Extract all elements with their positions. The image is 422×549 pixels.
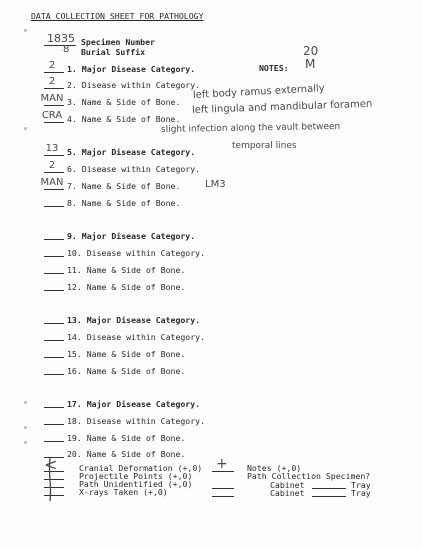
- path-collection-label: Path Collection Specimen?: [247, 471, 371, 481]
- tray2-label: Tray: [351, 488, 371, 498]
- handwritten-note-line3: slight infection along the vault between: [160, 121, 341, 135]
- item-label: 19. Name & Side of Bone.: [67, 433, 186, 443]
- item-label: 20. Name & Side of Bone.: [67, 449, 186, 459]
- punch-hole-mark: [24, 127, 27, 130]
- cranial-deformation-label: Cranial Deformation (+,0): [79, 463, 203, 473]
- item-label: 4. Name & Side of Bone.: [67, 114, 181, 124]
- item-label: 3. Name & Side of Bone.: [67, 97, 181, 107]
- handwritten-note-line1: left body ramus externally: [192, 83, 325, 101]
- cabinet1-label: Cabinet: [270, 480, 305, 490]
- specimen-number-line: [44, 45, 76, 46]
- item-label: 14. Disease within Category.: [67, 332, 206, 342]
- item-value: 2: [48, 60, 56, 71]
- item-blank-line: [44, 239, 64, 240]
- item-label: 5. Major Disease Category.: [67, 147, 196, 157]
- handwritten-dash-marks: [38, 455, 68, 505]
- item-label: 7. Name & Side of Bone.: [67, 181, 181, 191]
- item-label: 1. Major Disease Category.: [67, 64, 196, 74]
- item-value: MAN: [40, 177, 64, 188]
- path-unidentified-label: Path Unidentified (+,0): [79, 479, 193, 489]
- item-blank-line: [44, 105, 64, 106]
- item-blank-line: [44, 88, 64, 89]
- item-label: 8. Name & Side of Bone.: [67, 198, 181, 208]
- item-label: 13. Major Disease Category.: [67, 315, 201, 325]
- notes-footer-value: +: [216, 456, 228, 472]
- item-blank-line: [44, 155, 64, 156]
- punch-hole-mark: [24, 441, 27, 444]
- handwritten-note-line4: temporal lines: [232, 141, 297, 151]
- item-label: 16. Name & Side of Bone.: [67, 366, 186, 376]
- notes-age-value: 20: [303, 44, 319, 58]
- item-value: 13: [45, 143, 59, 154]
- item-blank-line: [44, 273, 64, 274]
- burial-suffix-value: 8: [63, 44, 70, 55]
- item-blank-line: [44, 323, 64, 324]
- punch-hole-mark: [24, 401, 27, 404]
- tray2-line: [312, 496, 346, 497]
- item-blank-line: [44, 441, 64, 442]
- notes-label: NOTES:: [259, 63, 289, 73]
- handwritten-note-item7: LM3: [205, 179, 226, 190]
- item-value: 2: [48, 76, 56, 87]
- item-blank-line: [44, 424, 64, 425]
- notes-sex-value: M: [305, 57, 316, 71]
- xrays-taken-label: X-rays Taken (+,0): [79, 487, 168, 497]
- handwritten-note-line2: left lingula and mandibular foramen: [191, 98, 373, 116]
- item-label: 10. Disease within Category.: [67, 248, 206, 258]
- item-blank-line: [44, 189, 64, 190]
- item-value: 2: [48, 160, 56, 171]
- item-blank-line: [44, 122, 64, 123]
- tray1-line: [312, 488, 346, 489]
- sheet-title: DATA COLLECTION SHEET FOR PATHOLOGY: [31, 11, 204, 21]
- notes-footer-line: [212, 471, 234, 472]
- cabinet2-line: [212, 496, 234, 497]
- item-blank-line: [44, 206, 64, 207]
- burial-suffix-label: Burial Suffix: [81, 47, 146, 57]
- item-label: 9. Major Disease Category.: [67, 231, 196, 241]
- tray1-label: Tray: [351, 480, 371, 490]
- cabinet1-line: [212, 488, 234, 489]
- item-label: 12. Name & Side of Bone.: [67, 282, 186, 292]
- item-label: 11. Name & Side of Bone.: [67, 265, 186, 275]
- cabinet2-label: Cabinet: [270, 488, 305, 498]
- cranial-deformation-value: <: [44, 455, 58, 474]
- specimen-number-value: 1835: [47, 32, 75, 45]
- item-blank-line: [44, 374, 64, 375]
- item-label: 15. Name & Side of Bone.: [67, 349, 186, 359]
- item-blank-line: [44, 407, 64, 408]
- projectile-points-label: Projectile Points (+,0): [79, 471, 193, 481]
- punch-hole-mark: [24, 29, 27, 32]
- item-blank-line: [44, 340, 64, 341]
- item-value: MAN: [40, 93, 64, 104]
- punch-hole-mark: [24, 426, 27, 429]
- item-blank-line: [44, 256, 64, 257]
- item-label: 6. Disease within Category.: [67, 164, 201, 174]
- item-value: CRA: [41, 110, 63, 121]
- item-blank-line: [44, 172, 64, 173]
- item-label: 18. Disease within Category.: [67, 416, 206, 426]
- item-blank-line: [44, 72, 64, 73]
- notes-footer-label: Notes (+,0): [247, 463, 302, 473]
- item-label: 17. Major Disease Category.: [67, 399, 201, 409]
- specimen-number-label: Specimen Number: [81, 37, 155, 47]
- item-blank-line: [44, 357, 64, 358]
- item-blank-line: [44, 290, 64, 291]
- item-label: 2. Disease within Category.: [67, 80, 201, 90]
